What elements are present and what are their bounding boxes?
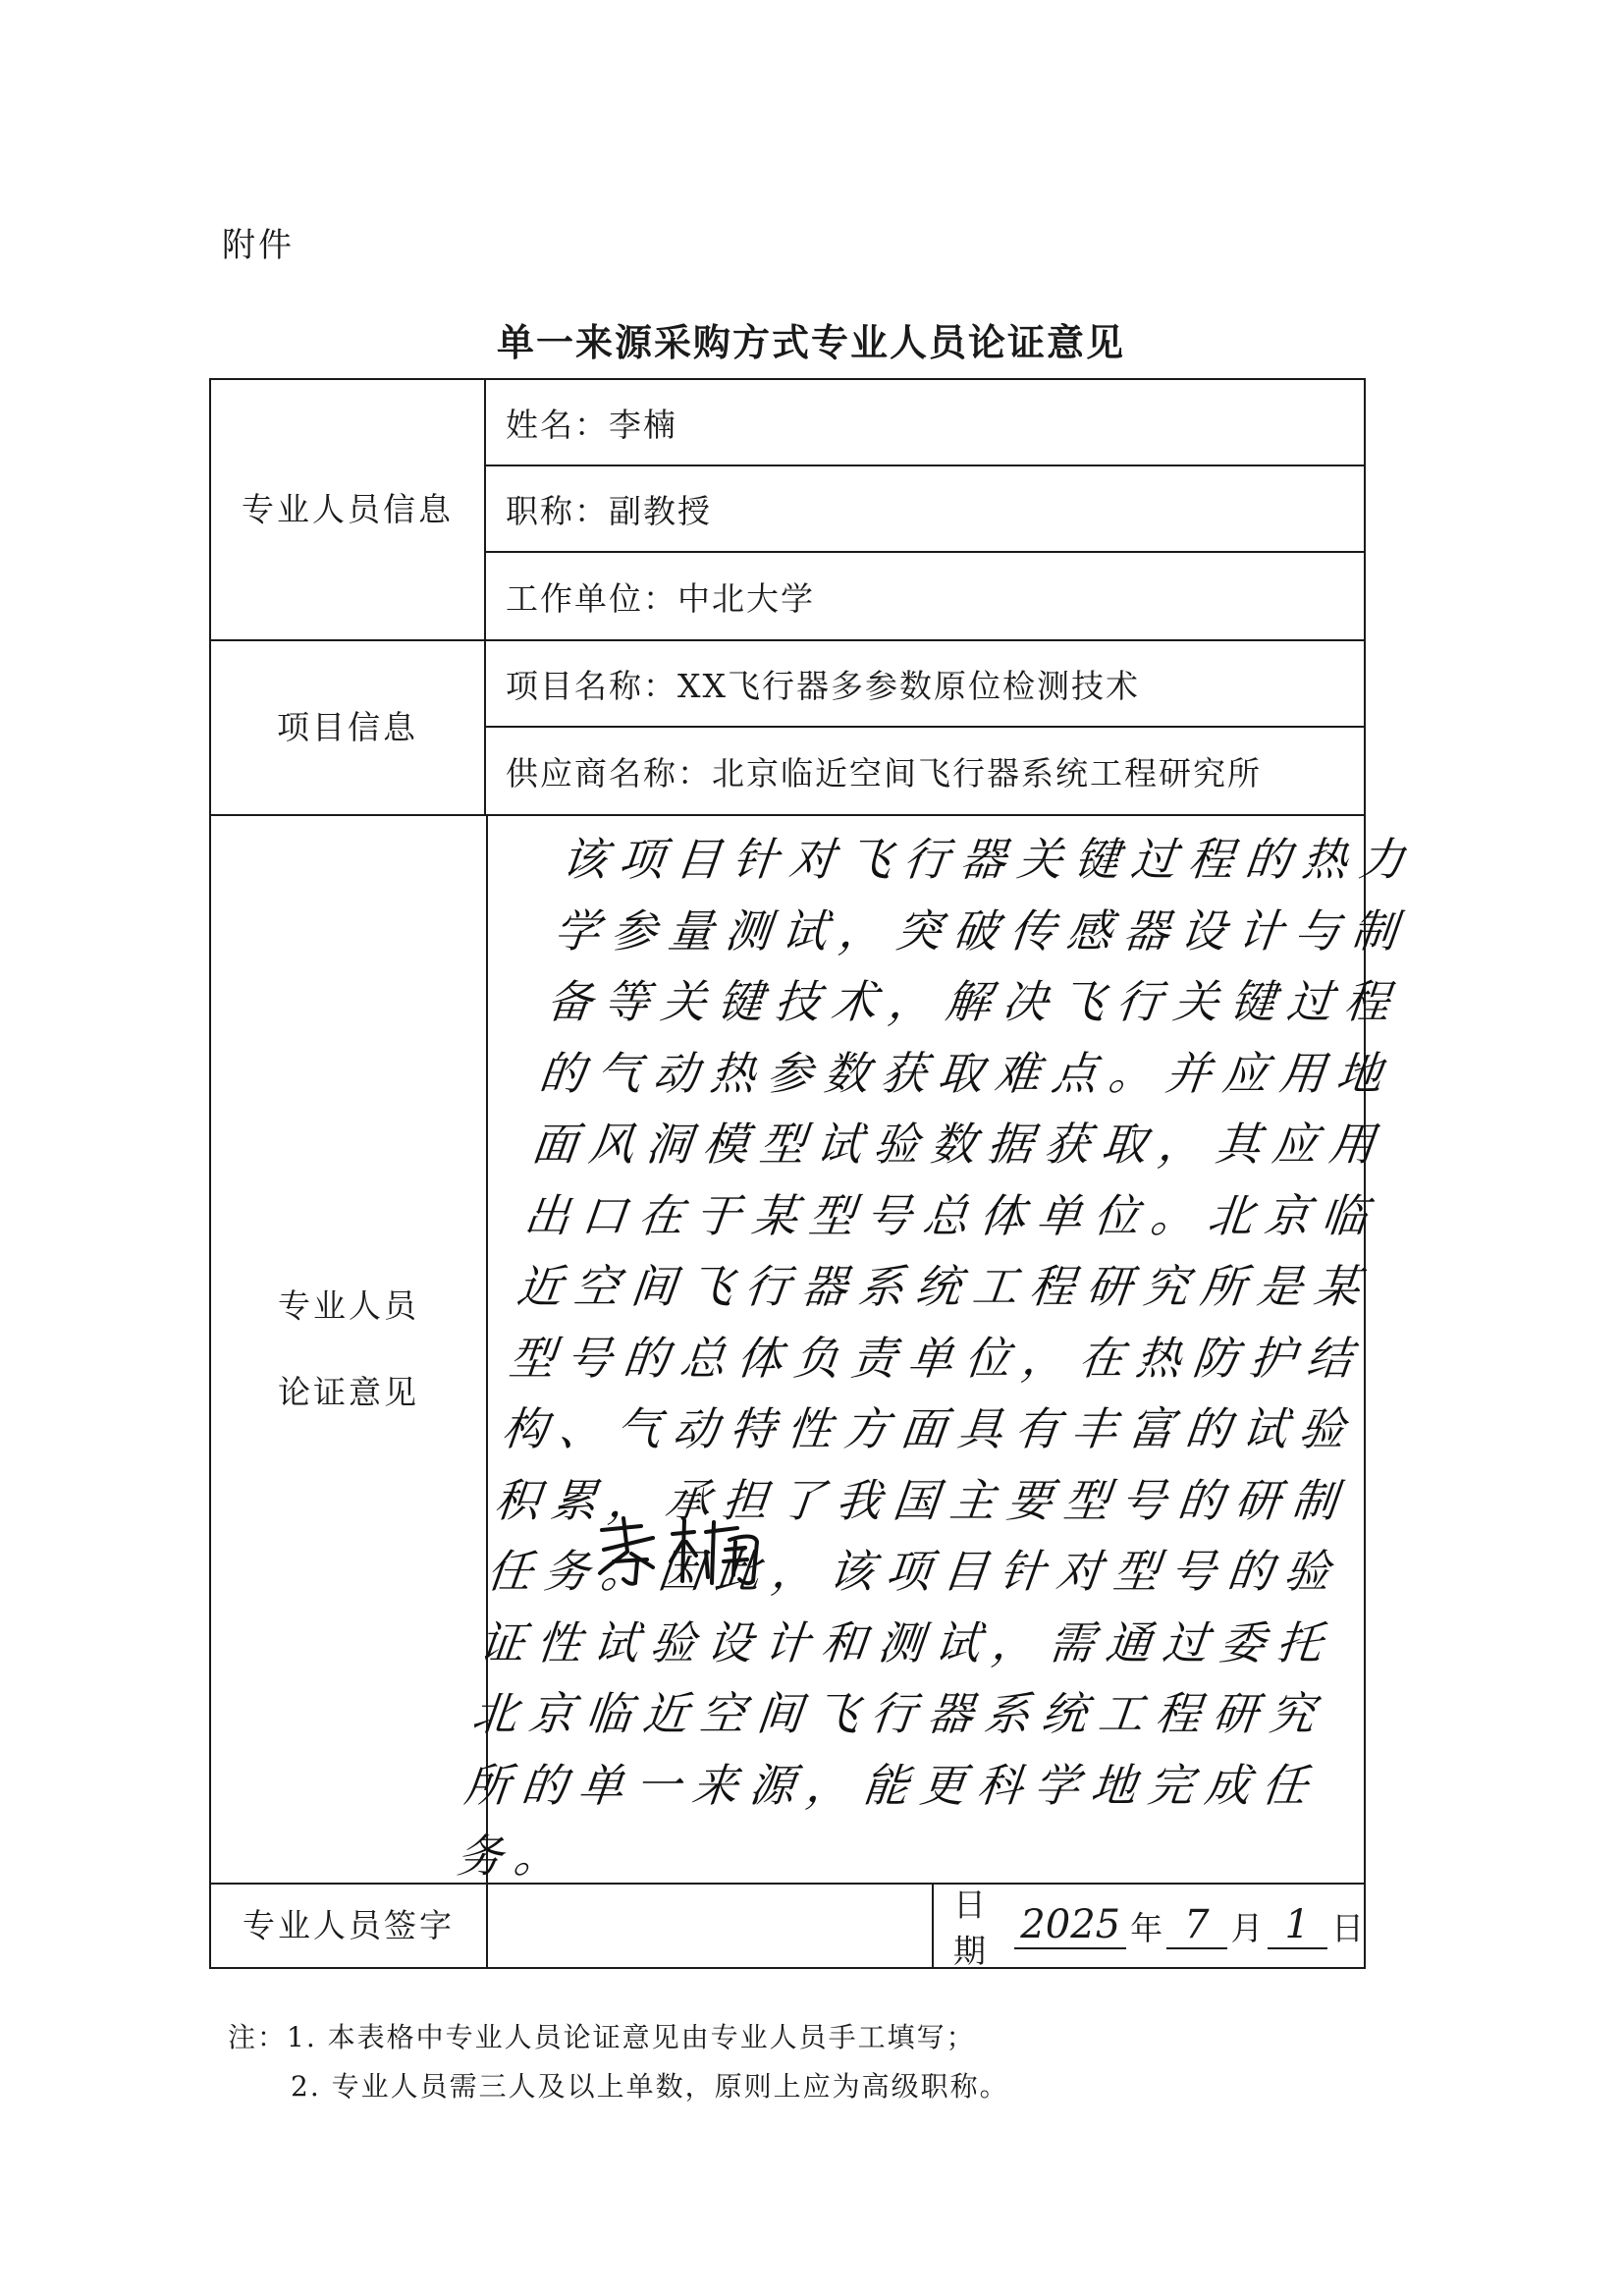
date-year: 2025: [1014, 1902, 1126, 1949]
attachment-label: 附件: [222, 226, 295, 265]
argument-form: [209, 378, 1420, 1970]
supplier-name-field: [484, 726, 1366, 816]
signature-cell: [486, 1883, 934, 1969]
note-2: 2. 专业人员需三人及以上单数，原则上应为高级职称。: [291, 2070, 1009, 2103]
date-prefix: 日期: [953, 1886, 986, 1970]
handwritten-opinion-text: 该项目针对飞行器关键过程的热力学参量测试，突破传感器设计与制备等关键技术，解决飞行关键过程的气动热参数获取难点。并应用地面风洞模型试验数据获取，其应用出口在于某型号总体单位。北京临近空间飞行器系统工程研究所是某型号的总体负责单位，在热防护结构、气动特性方面具有丰富的试验积累，承担了我国主要型号的研制任务。因此，该项目针对型号的验证性试验设计和测试，需通过委托北京临近空间飞行器系统工程研究所的单一来源，能更科学地完成任务。: [454, 833, 1420, 1883]
opinion-content: [454, 814, 1420, 1885]
date-cell: [932, 1883, 1366, 1969]
signature-label: [209, 1883, 488, 1969]
opinion-label-line1: 专业人员: [278, 1286, 419, 1325]
expert-title-field: [484, 465, 1366, 553]
supplier-name-text: 供应商名称：北京临近空间飞行器系统工程研究所: [506, 753, 1262, 793]
signature-label-text: 专业人员签字: [243, 1906, 455, 1944]
page-title: 单一来源采购方式专业人员论证意见: [496, 321, 1125, 364]
project-name-text: 项目名称：XX飞行器多参数原位检测技术: [506, 666, 1140, 705]
project-info-label-text: 项目信息: [277, 708, 418, 746]
handwritten-signature: [396, 1512, 808, 1587]
expert-name-text: 姓名：李楠: [506, 405, 677, 444]
date-month: 7: [1166, 1902, 1226, 1949]
note-1: 注：1. 本表格中专业人员论证意见由专业人员手工填写；: [228, 2021, 976, 2053]
notes: [228, 2013, 1009, 2111]
expert-info-label-text: 专业人员信息: [242, 490, 454, 528]
expert-unit-text: 工作单位：中北大学: [506, 578, 815, 618]
date-day-unit: 日: [1331, 1908, 1364, 1947]
expert-unit-field: [484, 551, 1366, 641]
expert-info-label: [209, 378, 486, 641]
expert-title-text: 职称：副教授: [506, 491, 712, 530]
expert-name-field: [484, 378, 1366, 466]
project-info-label: [209, 639, 486, 816]
date-year-unit: 年: [1130, 1908, 1163, 1947]
project-name-field: [484, 639, 1366, 728]
opinion-label-line2: 论证意见: [278, 1373, 419, 1411]
date-day: 1: [1268, 1902, 1327, 1949]
opinion-label: [209, 814, 488, 1885]
date-month-unit: 月: [1230, 1908, 1264, 1947]
